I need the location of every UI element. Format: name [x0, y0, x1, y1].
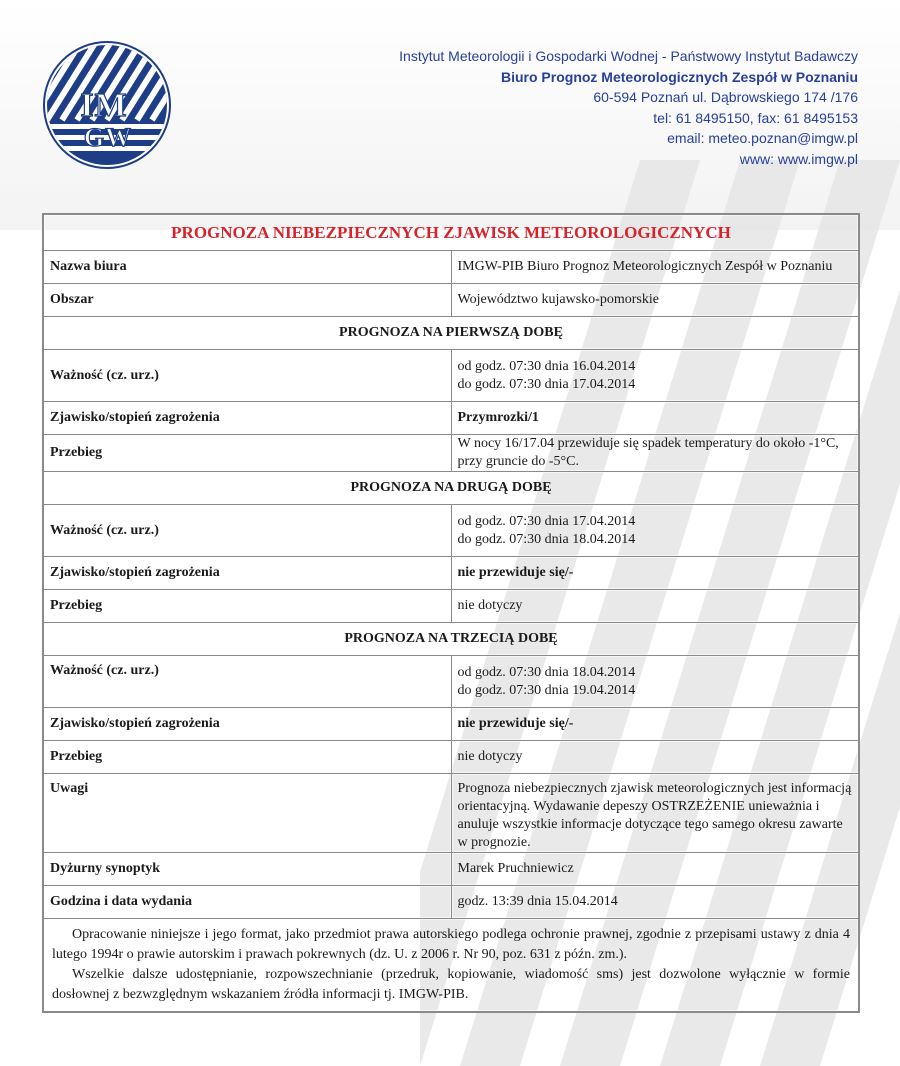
- remarks-label: Uwagi: [44, 774, 452, 853]
- letterhead: [0, 0, 900, 200]
- day2-validity-from: od godz. 07:30 dnia 17.04.2014: [457, 513, 636, 529]
- office-name: Biuro Prognoz Meteorologicznych Zespół w Poznaniu: [500, 68, 858, 85]
- forecaster-row: [44, 853, 859, 886]
- day1-validity-label: Ważność (cz. urz.): [44, 350, 452, 402]
- day3-course-label: Przebieg: [44, 741, 452, 774]
- issued-label: Godzina i data wydania: [44, 886, 452, 919]
- day2-course-value: nie dotyczy: [451, 590, 859, 623]
- copyright-paragraph-1: Opracowanie niniejsze i jego format, jako przedmiot prawa autorskiego podlega ochronie prawnej, zgodnie z przepisami ustawy z dnia 4 lutego 1994r o prawie autorskim i prawach pokrewnych (dz. U. z 2006 r. Nr 90, poz. 631 z późn. zm.).: [52, 927, 850, 962]
- day3-heading-row: [44, 623, 859, 656]
- svg-text:IM: IM: [80, 87, 128, 124]
- day2-validity-label: Ważność (cz. urz.): [44, 505, 452, 557]
- footer-row: [44, 919, 859, 1012]
- day2-phenomenon-label: Zjawisko/stopień zagrożenia: [44, 557, 452, 590]
- area-row: [44, 284, 859, 317]
- office-row: [44, 251, 859, 284]
- day3-course-value: nie dotyczy: [451, 741, 859, 774]
- remarks-value: Prognoza niebezpiecznych zjawisk meteorologicznych jest informacją orientacyjną. Wydawanie depeszy OSTRZEŻENIE unieważnia i anuluje wszystkie informacje dotyczące tego samego okresu zawarte w prognozie.: [451, 774, 859, 853]
- day1-course-row: [44, 435, 859, 472]
- day2-phenomenon-value: nie przewiduje się/-: [451, 557, 859, 590]
- day3-course-row: [44, 741, 859, 774]
- day2-validity-value: [451, 505, 859, 557]
- day1-validity-row: [44, 350, 859, 402]
- day1-phenomenon-value: Przymrozki/1: [451, 402, 859, 435]
- day2-heading-row: [44, 472, 859, 505]
- day1-phenomenon-label: Zjawisko/stopień zagrożenia: [44, 402, 452, 435]
- day1-heading: PROGNOZA NA PIERWSZĄ DOBĘ: [44, 317, 859, 350]
- remarks-row: [44, 774, 859, 853]
- day3-validity-label: Ważność (cz. urz.): [44, 656, 452, 708]
- title-row: [44, 215, 859, 251]
- svg-text:GW: GW: [83, 123, 133, 152]
- email-link[interactable]: email: meteo.poznan@imgw.pl: [667, 130, 858, 146]
- day2-course-row: [44, 590, 859, 623]
- area-value: Województwo kujawsko-pomorskie: [451, 284, 859, 317]
- area-label: Obszar: [44, 284, 452, 317]
- day3-phenomenon-label: Zjawisko/stopień zagrożenia: [44, 708, 452, 741]
- office-label: Nazwa biura: [44, 251, 452, 284]
- day2-validity-to: do godz. 07:30 dnia 18.04.2014: [457, 531, 636, 547]
- day1-validity-to: do godz. 07:30 dnia 17.04.2014: [457, 376, 636, 392]
- day1-phenomenon-row: [44, 402, 859, 435]
- day2-course-label: Przebieg: [44, 590, 452, 623]
- forecaster-value: Marek Pruchniewicz: [451, 853, 859, 886]
- address: 60-594 Poznań ul. Dąbrowskiego 174 /176: [593, 89, 858, 105]
- day3-validity-row: [44, 656, 859, 708]
- forecaster-label: Dyżurny synoptyk: [44, 853, 452, 886]
- day3-phenomenon-row: [44, 708, 859, 741]
- day3-validity-to: do godz. 07:30 dnia 19.04.2014: [457, 682, 636, 698]
- day2-heading: PROGNOZA NA DRUGĄ DOBĘ: [44, 472, 859, 505]
- day3-validity-from: od godz. 07:30 dnia 18.04.2014: [457, 664, 636, 680]
- imgw-logo: [42, 40, 172, 170]
- day3-heading: PROGNOZA NA TRZECIĄ DOBĘ: [44, 623, 859, 656]
- office-value: IMGW-PIB Biuro Prognoz Meteorologicznych Zespół w Poznaniu: [451, 251, 859, 284]
- letterhead-contact: [399, 46, 858, 169]
- institute-name: Instytut Meteorologii i Gospodarki Wodnej - Państwowy Instytut Badawczy: [399, 48, 858, 64]
- copyright-paragraph-2: Wszelkie dalsze udostępnianie, rozpowszechnianie (przedruk, kopiowanie, wiadomość sms) jest dozwolone wyłącznie w formie dosłownej z bezwzględnym wskazaniem źródła informacji tj. IMGW-PIB.: [52, 967, 850, 1002]
- day1-course-value: W nocy 16/17.04 przewiduje się spadek temperatury do około -1°C, przy gruncie do -5°C.: [451, 435, 859, 472]
- day1-heading-row: [44, 317, 859, 350]
- forecast-document: [42, 213, 860, 1013]
- day1-validity-from: od godz. 07:30 dnia 16.04.2014: [457, 358, 636, 374]
- issued-row: [44, 886, 859, 919]
- issued-value: godz. 13:39 dnia 15.04.2014: [451, 886, 859, 919]
- day2-validity-row: [44, 505, 859, 557]
- day1-course-label: Przebieg: [44, 435, 452, 472]
- day3-phenomenon-value: nie przewiduje się/-: [451, 708, 859, 741]
- copyright-notice: [44, 919, 859, 1012]
- forecast-table: [43, 214, 859, 1012]
- phone-fax[interactable]: tel: 61 8495150, fax: 61 8495153: [653, 109, 858, 126]
- document-title: PROGNOZA NIEBEZPIECZNYCH ZJAWISK METEOROLOGICZNYCH: [44, 215, 859, 251]
- website-link[interactable]: www: www.imgw.pl: [739, 150, 858, 167]
- day3-validity-value: [451, 656, 859, 708]
- day2-phenomenon-row: [44, 557, 859, 590]
- day1-validity-value: [451, 350, 859, 402]
